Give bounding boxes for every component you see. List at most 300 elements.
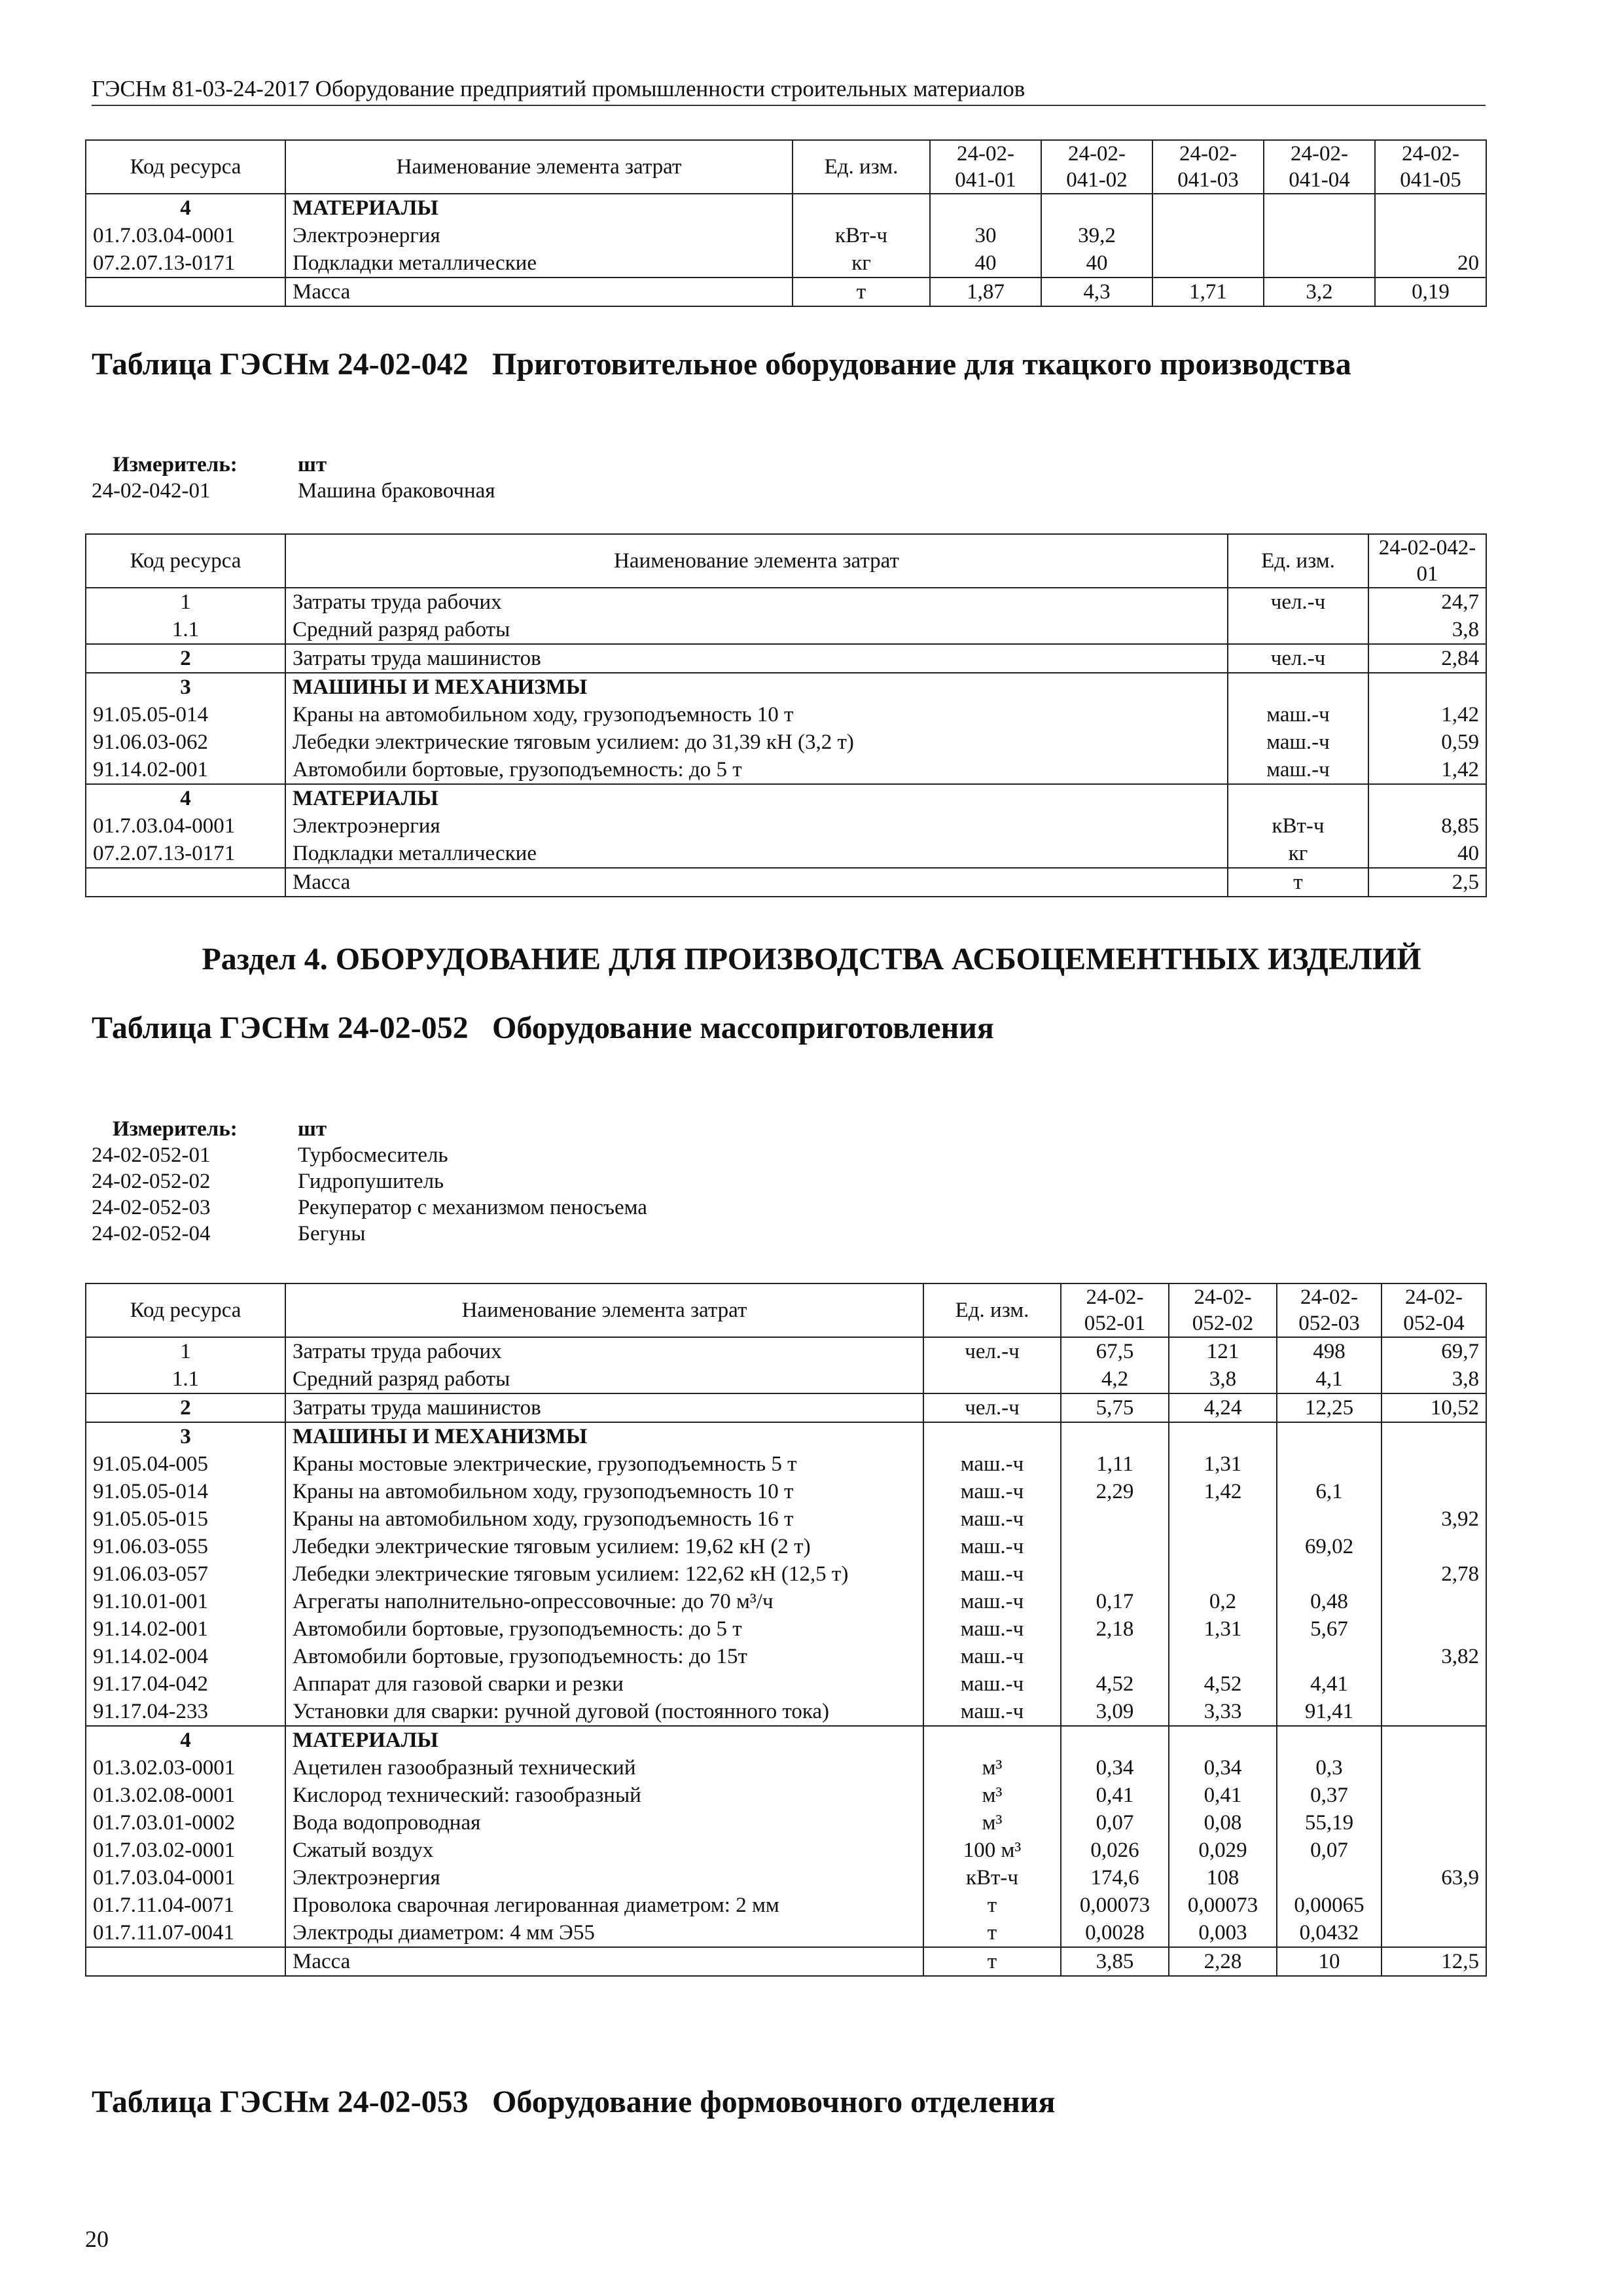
table-heading-053 <box>92 2083 1056 2121</box>
table-row <box>86 249 1486 278</box>
meter-item-code: 24-02-052-04 <box>92 1222 211 1246</box>
cell-unit <box>923 1422 1061 1450</box>
col-header: Наименование элемента затрат <box>285 534 1228 588</box>
cell-value <box>1061 1505 1169 1533</box>
cell-unit: маш.-ч <box>923 1643 1061 1670</box>
cell-unit: маш.-ч <box>1228 728 1368 756</box>
table-title: Оборудование формовочного отделения <box>492 2085 1056 2119</box>
table-row <box>86 840 1486 868</box>
meter-item-name: Рекуператор с механизмом пеносъема <box>298 1196 647 1219</box>
cell-code: 07.2.07.13-0171 <box>86 249 285 278</box>
cell-value: 0,3 <box>1277 1754 1382 1782</box>
cell-unit: м³ <box>923 1809 1061 1837</box>
table-row <box>86 194 1486 222</box>
meter-item-name: Турбосмеситель <box>298 1143 448 1167</box>
cell-name: МАШИНЫ И МЕХАНИЗМЫ <box>285 673 1228 701</box>
table-24-02-042 <box>85 533 1487 897</box>
cell-unit: т <box>923 1892 1061 1919</box>
cell-value: 0,026 <box>1061 1837 1169 1864</box>
cell-name: Краны на автомобильном ходу, грузоподъемность 10 т <box>285 701 1228 728</box>
table-row <box>86 1533 1486 1560</box>
meter-block-042 <box>92 452 495 504</box>
cell-value <box>1382 1422 1486 1450</box>
table-24-02-052 <box>85 1283 1487 1977</box>
cell-value: 2,28 <box>1169 1947 1277 1976</box>
cell-value: 40 <box>1041 249 1152 278</box>
cell-value <box>1152 194 1264 222</box>
table-row <box>86 616 1486 644</box>
cell-unit <box>923 1726 1061 1754</box>
cell-value <box>1264 194 1375 222</box>
cell-unit: кВт-ч <box>923 1864 1061 1892</box>
cell-unit <box>1228 616 1368 644</box>
cell-code: 4 <box>86 194 285 222</box>
cell-value <box>1382 1837 1486 1864</box>
meter-item <box>92 1194 647 1221</box>
cell-value <box>1169 1505 1277 1533</box>
cell-unit: маш.-ч <box>1228 701 1368 728</box>
cell-value <box>1277 1450 1382 1478</box>
cell-value <box>1382 1698 1486 1726</box>
col-header: 24-02-052-01 <box>1061 1283 1169 1337</box>
cell-code: 91.14.02-001 <box>86 1615 285 1643</box>
cell-name: МАШИНЫ И МЕХАНИЗМЫ <box>285 1422 923 1450</box>
cell-value: 4,3 <box>1041 278 1152 306</box>
cell-value: 0,37 <box>1277 1782 1382 1809</box>
table-row <box>86 1393 1486 1422</box>
cell-value: 20 <box>1375 249 1486 278</box>
cell-value: 3,82 <box>1382 1643 1486 1670</box>
cell-value <box>1061 1533 1169 1560</box>
cell-value: 4,41 <box>1277 1670 1382 1698</box>
cell-value: 2,18 <box>1061 1615 1169 1643</box>
col-header: Код ресурса <box>86 140 285 194</box>
cell-name: Затраты труда рабочих <box>285 1337 923 1365</box>
cell-value: 2,78 <box>1382 1560 1486 1588</box>
cell-code <box>86 278 285 306</box>
cell-value: 0,34 <box>1169 1754 1277 1782</box>
cell-unit: маш.-ч <box>923 1560 1061 1588</box>
table-header-row <box>86 140 1486 194</box>
cell-value: 3,8 <box>1368 616 1486 644</box>
meter-label: Измеритель: <box>113 1117 238 1141</box>
cell-unit: маш.-ч <box>923 1533 1061 1560</box>
cell-code: 2 <box>86 1393 285 1422</box>
cell-code: 1.1 <box>86 1365 285 1393</box>
cell-unit: чел.-ч <box>1228 644 1368 673</box>
cell-value <box>1382 1754 1486 1782</box>
cell-unit: кВт-ч <box>793 222 930 249</box>
cell-name: Краны мостовые электрические, грузоподъемность 5 т <box>285 1450 923 1478</box>
meter-item-name: Бегуны <box>298 1222 366 1246</box>
cell-value: 0,00065 <box>1277 1892 1382 1919</box>
cell-code: 91.05.05-014 <box>86 701 285 728</box>
meter-item-code: 24-02-052-02 <box>92 1170 211 1193</box>
table-row <box>86 1892 1486 1919</box>
meter-row <box>92 1116 647 1142</box>
table-row <box>86 784 1486 812</box>
cell-value: 3,92 <box>1382 1505 1486 1533</box>
table-row <box>86 812 1486 840</box>
cell-value: 0,34 <box>1061 1754 1169 1782</box>
cell-unit: маш.-ч <box>923 1478 1061 1505</box>
table-row <box>86 222 1486 249</box>
cell-value: 3,8 <box>1169 1365 1277 1393</box>
cell-code: 91.14.02-001 <box>86 756 285 784</box>
cell-value: 0,08 <box>1169 1809 1277 1837</box>
cell-value <box>1382 1615 1486 1643</box>
cell-value: 12,5 <box>1382 1947 1486 1976</box>
cell-code: 01.7.11.04-0071 <box>86 1892 285 1919</box>
table-title: Приготовительное оборудование для ткацкого производства <box>492 347 1351 382</box>
cell-value: 0,19 <box>1375 278 1486 306</box>
cell-code: 91.14.02-004 <box>86 1643 285 1670</box>
cell-name: Установки для сварки: ручной дуговой (постоянного тока) <box>285 1698 923 1726</box>
cell-value <box>1277 1422 1382 1450</box>
cell-value <box>1277 1560 1382 1588</box>
cell-value: 0,17 <box>1061 1588 1169 1615</box>
table-row-mass <box>86 868 1486 897</box>
cell-value: 108 <box>1169 1864 1277 1892</box>
cell-unit: т <box>923 1919 1061 1947</box>
table-row <box>86 1560 1486 1588</box>
cell-code: 01.7.03.04-0001 <box>86 222 285 249</box>
cell-code <box>86 868 285 897</box>
cell-name: Электроэнергия <box>285 1864 923 1892</box>
cell-value: 3,85 <box>1061 1947 1169 1976</box>
cell-value: 0,07 <box>1277 1837 1382 1864</box>
cell-unit: маш.-ч <box>1228 756 1368 784</box>
table-row <box>86 1864 1486 1892</box>
cell-name: Средний разряд работы <box>285 1365 923 1393</box>
cell-unit: кг <box>1228 840 1368 868</box>
cell-value <box>1169 1533 1277 1560</box>
table-row <box>86 1698 1486 1726</box>
col-header: 24-02-041-01 <box>930 140 1041 194</box>
cell-name: Электроэнергия <box>285 222 793 249</box>
cell-value: 498 <box>1277 1337 1382 1365</box>
cell-value: 0,07 <box>1061 1809 1169 1837</box>
cell-value <box>1264 249 1375 278</box>
cell-code: 3 <box>86 1422 285 1450</box>
cell-value: 121 <box>1169 1337 1277 1365</box>
cell-code: 91.17.04-042 <box>86 1670 285 1698</box>
cell-value: 4,52 <box>1061 1670 1169 1698</box>
cell-name: Агрегаты наполнительно-опрессовочные: до 70 м³/ч <box>285 1588 923 1615</box>
cell-unit: 100 м³ <box>923 1837 1061 1864</box>
cell-code: 4 <box>86 1726 285 1754</box>
cell-value: 4,52 <box>1169 1670 1277 1698</box>
cell-code: 1 <box>86 588 285 616</box>
running-header: ГЭСНм 81-03-24-2017 Оборудование предприятий промышленности строительных материалов <box>92 76 1486 106</box>
cell-name: Аппарат для газовой сварки и резки <box>285 1670 923 1698</box>
meter-item <box>92 1168 647 1194</box>
cell-code: 01.7.03.04-0001 <box>86 1864 285 1892</box>
cell-value: 0,41 <box>1169 1782 1277 1809</box>
cell-value: 1,42 <box>1368 701 1486 728</box>
cell-code: 01.7.03.02-0001 <box>86 1837 285 1864</box>
table-row <box>86 1643 1486 1670</box>
cell-code: 01.7.03.04-0001 <box>86 812 285 840</box>
cell-name: Вода водопроводная <box>285 1809 923 1837</box>
cell-name: Масса <box>285 1947 923 1976</box>
cell-value <box>1277 1505 1382 1533</box>
cell-value: 1,71 <box>1152 278 1264 306</box>
cell-unit: маш.-ч <box>923 1505 1061 1533</box>
table-row <box>86 644 1486 673</box>
cell-unit <box>793 194 930 222</box>
meter-item-name: Гидропушитель <box>298 1170 444 1193</box>
cell-value: 0,48 <box>1277 1588 1382 1615</box>
col-header: Код ресурса <box>86 1283 285 1337</box>
cell-value: 0,00073 <box>1169 1892 1277 1919</box>
cell-unit <box>1228 784 1368 812</box>
col-header: 24-02-042-01 <box>1368 534 1486 588</box>
cell-value: 2,5 <box>1368 868 1486 897</box>
cell-value: 3,8 <box>1382 1365 1486 1393</box>
cell-value <box>1382 1809 1486 1837</box>
cell-value <box>1375 194 1486 222</box>
cell-value <box>1382 1450 1486 1478</box>
table-body <box>86 1337 1486 1976</box>
cell-value <box>1382 1782 1486 1809</box>
table-row <box>86 673 1486 701</box>
cell-value <box>1368 673 1486 701</box>
cell-name: Кислород технический: газообразный <box>285 1782 923 1809</box>
table-row <box>86 1615 1486 1643</box>
table-heading-052 <box>92 1009 994 1047</box>
cell-name: Подкладки металлические <box>285 249 793 278</box>
meter-item <box>92 1221 647 1247</box>
cell-code: 91.17.04-233 <box>86 1698 285 1726</box>
cell-name: Затраты труда машинистов <box>285 1393 923 1422</box>
cell-value: 1,11 <box>1061 1450 1169 1478</box>
cell-value <box>1368 784 1486 812</box>
meter-item-code: 24-02-052-01 <box>92 1143 211 1167</box>
table-row <box>86 1754 1486 1782</box>
table-row <box>86 756 1486 784</box>
col-header: Ед. изм. <box>923 1283 1061 1337</box>
cell-unit: м³ <box>923 1754 1061 1782</box>
cell-value <box>1382 1670 1486 1698</box>
table-24-02-041-continued <box>85 139 1487 307</box>
cell-value <box>1169 1560 1277 1588</box>
cell-code: 3 <box>86 673 285 701</box>
table-code: Таблица ГЭСНм 24-02-053 <box>92 2085 469 2119</box>
cell-value <box>1061 1422 1169 1450</box>
cell-code: 1 <box>86 1337 285 1365</box>
meter-item <box>92 478 495 504</box>
cell-value <box>1152 249 1264 278</box>
cell-unit: маш.-ч <box>923 1588 1061 1615</box>
cell-code: 91.05.05-015 <box>86 1505 285 1533</box>
table-row <box>86 1670 1486 1698</box>
col-header: 24-02-052-02 <box>1169 1283 1277 1337</box>
cell-unit: кг <box>793 249 930 278</box>
cell-value: 0,029 <box>1169 1837 1277 1864</box>
cell-unit: чел.-ч <box>923 1393 1061 1422</box>
cell-name: Проволока сварочная легированная диаметром: 2 мм <box>285 1892 923 1919</box>
col-header: Ед. изм. <box>1228 534 1368 588</box>
cell-unit: т <box>1228 868 1368 897</box>
meter-block-052 <box>92 1116 647 1247</box>
cell-name: Автомобили бортовые, грузоподъемность: до 15т <box>285 1643 923 1670</box>
cell-value: 0,0432 <box>1277 1919 1382 1947</box>
cell-value: 67,5 <box>1061 1337 1169 1365</box>
col-header: Наименование элемента затрат <box>285 140 793 194</box>
table-row <box>86 588 1486 616</box>
table-row <box>86 1782 1486 1809</box>
cell-value: 30 <box>930 222 1041 249</box>
col-header: Код ресурса <box>86 534 285 588</box>
table-row-mass <box>86 1947 1486 1976</box>
cell-name: Электроэнергия <box>285 812 1228 840</box>
cell-value: 91,41 <box>1277 1698 1382 1726</box>
meter-item-name: Машина браковочная <box>298 479 495 503</box>
cell-name: Лебедки электрические тяговым усилием: до 31,39 кН (3,2 т) <box>285 728 1228 756</box>
cell-name: Затраты труда машинистов <box>285 644 1228 673</box>
cell-value <box>1277 1726 1382 1754</box>
table-row-mass <box>86 278 1486 306</box>
cell-name: Подкладки металлические <box>285 840 1228 868</box>
cell-value: 1,87 <box>930 278 1041 306</box>
cell-name: МАТЕРИАЛЫ <box>285 1726 923 1754</box>
col-header: 24-02-041-04 <box>1264 140 1375 194</box>
meter-item-code: 24-02-042-01 <box>92 479 211 503</box>
cell-value: 0,41 <box>1061 1782 1169 1809</box>
cell-code: 07.2.07.13-0171 <box>86 840 285 868</box>
cell-value: 4,24 <box>1169 1393 1277 1422</box>
cell-unit <box>1228 673 1368 701</box>
cell-value <box>1382 1892 1486 1919</box>
cell-value <box>930 194 1041 222</box>
cell-code: 01.7.11.07-0041 <box>86 1919 285 1947</box>
cell-code: 01.7.03.01-0002 <box>86 1809 285 1837</box>
cell-name: МАТЕРИАЛЫ <box>285 784 1228 812</box>
cell-value: 0,2 <box>1169 1588 1277 1615</box>
cell-value <box>1264 222 1375 249</box>
cell-name: Ацетилен газообразный технический <box>285 1754 923 1782</box>
cell-code: 91.05.05-014 <box>86 1478 285 1505</box>
cell-value: 12,25 <box>1277 1393 1382 1422</box>
table-row <box>86 1726 1486 1754</box>
cell-value: 0,00073 <box>1061 1892 1169 1919</box>
cell-unit: т <box>793 278 930 306</box>
cell-name: Краны на автомобильном ходу, грузоподъемность 10 т <box>285 1478 923 1505</box>
cell-value: 4,2 <box>1061 1365 1169 1393</box>
meter-label: Измеритель: <box>113 453 238 476</box>
cell-value: 69,7 <box>1382 1337 1486 1365</box>
meter-row <box>92 452 495 478</box>
cell-value <box>1169 1643 1277 1670</box>
cell-value: 1,42 <box>1169 1478 1277 1505</box>
cell-code: 01.3.02.03-0001 <box>86 1754 285 1782</box>
cell-unit: чел.-ч <box>1228 588 1368 616</box>
table-row <box>86 1478 1486 1505</box>
table-code: Таблица ГЭСНм 24-02-052 <box>92 1011 469 1045</box>
cell-value: 39,2 <box>1041 222 1152 249</box>
col-header: Ед. изм. <box>793 140 930 194</box>
cell-value: 3,33 <box>1169 1698 1277 1726</box>
table-row <box>86 728 1486 756</box>
cell-name: Масса <box>285 868 1228 897</box>
page-number: 20 <box>85 2226 109 2252</box>
meter-item <box>92 1142 647 1168</box>
cell-code: 1.1 <box>86 616 285 644</box>
cell-value: 0,0028 <box>1061 1919 1169 1947</box>
cell-code: 91.10.01-001 <box>86 1588 285 1615</box>
cell-value <box>1382 1588 1486 1615</box>
table-row <box>86 1809 1486 1837</box>
cell-value: 5,75 <box>1061 1393 1169 1422</box>
cell-code: 91.05.04-005 <box>86 1450 285 1478</box>
cell-name: Масса <box>285 278 793 306</box>
cell-value: 40 <box>930 249 1041 278</box>
cell-value: 3,09 <box>1061 1698 1169 1726</box>
cell-value <box>1375 222 1486 249</box>
cell-name: Краны на автомобильном ходу, грузоподъемность 16 т <box>285 1505 923 1533</box>
cell-value <box>1277 1864 1382 1892</box>
cell-value <box>1061 1643 1169 1670</box>
cell-value <box>1169 1726 1277 1754</box>
cell-value: 55,19 <box>1277 1809 1382 1837</box>
meter-item-code: 24-02-052-03 <box>92 1196 211 1219</box>
table-row <box>86 1365 1486 1393</box>
cell-value: 4,1 <box>1277 1365 1382 1393</box>
cell-name: Автомобили бортовые, грузоподъемность: до 5 т <box>285 1615 923 1643</box>
cell-unit: м³ <box>923 1782 1061 1809</box>
table-row <box>86 1588 1486 1615</box>
table-code: Таблица ГЭСНм 24-02-042 <box>92 347 469 382</box>
cell-code: 01.3.02.08-0001 <box>86 1782 285 1809</box>
cell-value: 69,02 <box>1277 1533 1382 1560</box>
cell-code: 4 <box>86 784 285 812</box>
cell-name: Средний разряд работы <box>285 616 1228 644</box>
cell-unit: чел.-ч <box>923 1337 1061 1365</box>
table-row <box>86 1919 1486 1947</box>
cell-value: 174,6 <box>1061 1864 1169 1892</box>
section-heading: Раздел 4. ОБОРУДОВАНИЕ ДЛЯ ПРОИЗВОДСТВА АСБОЦЕМЕНТНЫХ ИЗДЕЛИЙ <box>202 942 1421 977</box>
meter-unit: шт <box>298 1117 327 1141</box>
table-row <box>86 1450 1486 1478</box>
cell-name: Лебедки электрические тяговым усилием: 19,62 кН (2 т) <box>285 1533 923 1560</box>
cell-value: 10 <box>1277 1947 1382 1976</box>
col-header: Наименование элемента затрат <box>285 1283 923 1337</box>
table-header-row <box>86 1283 1486 1337</box>
col-header: 24-02-052-03 <box>1277 1283 1382 1337</box>
cell-code: 91.06.03-062 <box>86 728 285 756</box>
table-row <box>86 1837 1486 1864</box>
col-header: 24-02-041-03 <box>1152 140 1264 194</box>
cell-code: 2 <box>86 644 285 673</box>
cell-value: 2,29 <box>1061 1478 1169 1505</box>
cell-unit: маш.-ч <box>923 1450 1061 1478</box>
cell-value <box>1041 194 1152 222</box>
table-row <box>86 1505 1486 1533</box>
table-header-row <box>86 534 1486 588</box>
table-row <box>86 1337 1486 1365</box>
cell-value: 5,67 <box>1277 1615 1382 1643</box>
cell-value <box>1382 1919 1486 1947</box>
cell-code: 91.06.03-055 <box>86 1533 285 1560</box>
cell-value: 1,31 <box>1169 1450 1277 1478</box>
cell-value: 24,7 <box>1368 588 1486 616</box>
cell-value: 1,42 <box>1368 756 1486 784</box>
cell-value <box>1382 1533 1486 1560</box>
cell-unit: маш.-ч <box>923 1615 1061 1643</box>
cell-unit: т <box>923 1947 1061 1976</box>
cell-name: Затраты труда рабочих <box>285 588 1228 616</box>
